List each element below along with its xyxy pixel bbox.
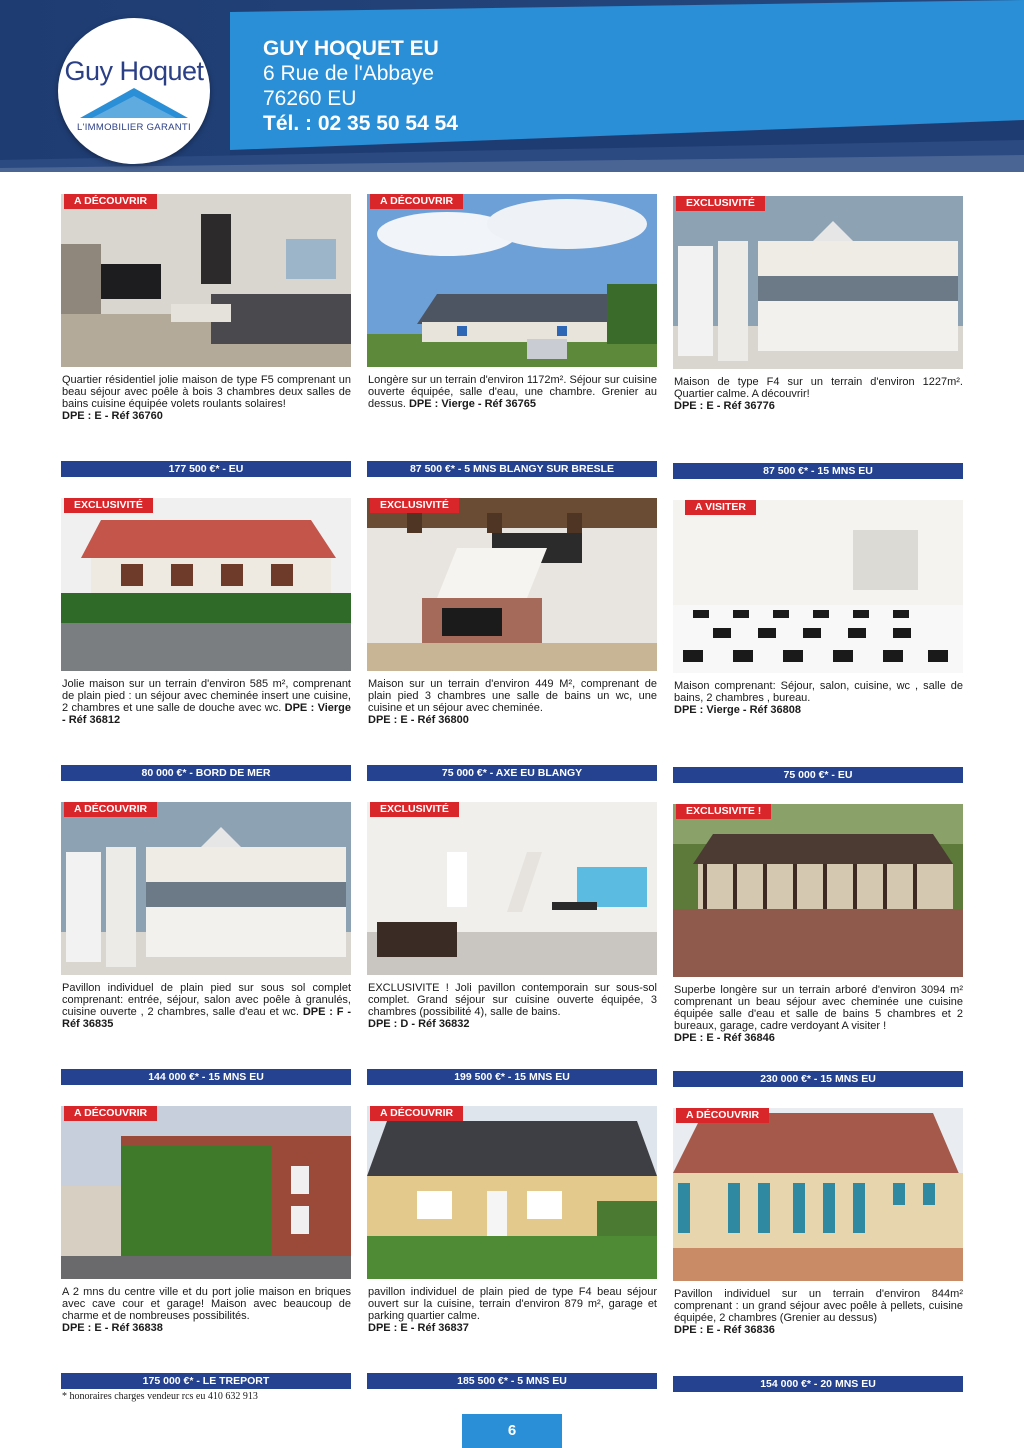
listing-ref: DPE : E - Réf 36800 — [368, 714, 469, 726]
listing-ref: DPE : E - Réf 36838 — [62, 1322, 163, 1334]
house-photo[interactable] — [61, 498, 351, 671]
listing-ref: DPE : Vierge - Réf 36812 — [62, 702, 351, 726]
listing-description-text: Longère sur un terrain d'environ 1172m². Séjour sur cuisine ouverte équipée, salle d'eau, une chambre. Grenier au dessus. — [368, 374, 657, 410]
listing-description — [62, 982, 351, 1030]
listing-badge: A DÉCOUVRIR — [64, 1106, 157, 1121]
listing-badge: EXCLUSIVITÉ — [370, 802, 459, 817]
listing-ref: DPE : E - Réf 36760 — [62, 410, 163, 422]
listing-price: 199 500 €* - 15 MNS EU — [367, 1069, 657, 1085]
listing-price: 177 500 €* - EU — [61, 461, 351, 477]
listing-price: 175 000 €* - LE TREPORT — [61, 1373, 351, 1389]
listing-price: 80 000 €* - BORD DE MER — [61, 765, 351, 781]
listing-description — [368, 982, 657, 1030]
listing-description — [368, 1286, 657, 1334]
listing-ref: DPE : E - Réf 36836 — [674, 1324, 775, 1336]
listing-description-text: A 2 mns du centre ville et du port jolie maison en briques avec cave cour et garage! Maison avec beaucoup de charme et de nombreuses possibilités. — [62, 1286, 351, 1322]
listing-description — [62, 374, 351, 422]
listing-description-text: Maison de type F4 sur un terrain d'environ 1227m². Quartier calme. A découvrir! — [674, 376, 963, 400]
pavillon-photo[interactable] — [367, 1106, 657, 1279]
longere-photo[interactable] — [367, 194, 657, 367]
listing-badge: EXCLUSIVITE ! — [676, 804, 771, 819]
listing-description — [368, 374, 657, 410]
agency-name: GUY HOQUET EU — [263, 37, 439, 60]
listing-price: 75 000 €* - AXE EU BLANGY — [367, 765, 657, 781]
listing-badge: EXCLUSIVITÉ — [370, 498, 459, 513]
listing-ref: DPE : E - Réf 36837 — [368, 1322, 469, 1334]
listing-price: 230 000 €* - 15 MNS EU — [673, 1071, 963, 1087]
open-living-photo[interactable] — [367, 802, 657, 975]
listing-badge: A VISITER — [685, 500, 756, 515]
listing-description-text: Pavillon individuel sur un terrain d'environ 844m² comprenant : un grand séjour avec poêle à pellets, cuisine équipée, 2 chambres (Grenier au dessus) — [674, 1288, 963, 1324]
listing-badge: EXCLUSIVITÉ — [676, 196, 765, 211]
listing-description — [674, 1288, 963, 1336]
tiled-room-photo[interactable] — [673, 500, 963, 673]
listing-description — [62, 678, 351, 726]
agency-logo[interactable] — [58, 18, 210, 164]
listing-description — [368, 678, 657, 726]
listing-description-text: Quartier résidentiel jolie maison de type F5 comprenant un beau séjour avec poêle à bois 3 chambres deux salles de bains cuisine équipée volets roulants solaires! — [62, 374, 351, 410]
listing-price: 144 000 €* - 15 MNS EU — [61, 1069, 351, 1085]
listing-description-text: Jolie maison sur un terrain d'environ 585 m², comprenant de plain pied : un séjour avec cheminée insert une cuisine, 2 chambres et une salle de douche avec wc. — [62, 678, 351, 714]
listing-description-text: Maison comprenant: Séjour, salon, cuisine, wc , salle de bains, 2 chambres , bureau. — [674, 680, 963, 704]
listing-price: 154 000 €* - 20 MNS EU — [673, 1376, 963, 1392]
listing-ref: DPE : F - Réf 36835 — [62, 1006, 351, 1030]
listing-badge: A DÉCOUVRIR — [64, 802, 157, 817]
kitchen-photo[interactable] — [61, 802, 351, 975]
listing-ref: DPE : Vierge - Réf 36808 — [674, 704, 801, 716]
listing-ref: DPE : D - Réf 36832 — [368, 1018, 470, 1030]
listing-price: 75 000 €* - EU — [673, 767, 963, 783]
page-number: 6 — [462, 1414, 562, 1448]
listing-description-text: Superbe longère sur un terrain arboré d'environ 3094 m² comprenant un beau séjour avec cheminée une cuisine équipée salle d'eau et salle de bains 5 chambres et 2 bureaux, garage, cadre verdoyant A visiter ! — [674, 984, 963, 1032]
living-room-photo[interactable] — [61, 194, 351, 367]
fireplace-photo[interactable] — [367, 498, 657, 671]
roof-icon — [80, 86, 188, 120]
listing-description — [674, 984, 963, 1044]
brick-house-photo[interactable] — [61, 1106, 351, 1279]
fee-footnote: * honoraires charges vendeur rcs eu 410 632 913 — [62, 1391, 258, 1402]
listing-description — [62, 1286, 351, 1334]
listing-description-text: Pavillon individuel de plain pied sur sous sol complet comprenant: entrée, séjour, salon avec poêle à granulés, cuisine ouverte , 2 chambres, salle d'eau et wc. — [62, 982, 351, 1018]
listing-badge: A DÉCOUVRIR — [370, 1106, 463, 1121]
agency-street: 6 Rue de l'Abbaye — [263, 62, 434, 85]
listing-ref: DPE : E - Réf 36776 — [674, 400, 775, 412]
listing-badge: EXCLUSIVITÉ — [64, 498, 153, 513]
listing-description-text: Maison sur un terrain d'environ 449 M², comprenant de plain pied 3 chambres une salle de bains un wc, une cuisine et un séjour avec cheminée. — [368, 678, 657, 714]
agency-phone[interactable]: Tél. : 02 35 50 54 54 — [263, 112, 458, 135]
blue-shutters-photo[interactable] — [673, 1108, 963, 1281]
kitchen-photo[interactable] — [673, 196, 963, 369]
agency-contact — [263, 36, 458, 136]
listing-description — [674, 376, 963, 412]
logo-tagline: L'IMMOBILIER GARANTI — [77, 122, 191, 133]
listing-price: 87 500 €* - 15 MNS EU — [673, 463, 963, 479]
listing-description-text: pavillon individuel de plain pied de type F4 beau séjour ouvert sur la cuisine, terrain d'environ 879 m², garage et parking quartier calme. — [368, 1286, 657, 1322]
timber-longere-photo[interactable] — [673, 804, 963, 977]
listing-ref: DPE : E - Réf 36846 — [674, 1032, 775, 1044]
listing-badge: A DÉCOUVRIR — [676, 1108, 769, 1123]
listing-ref: DPE : Vierge - Réf 36765 — [408, 398, 536, 410]
agency-city: 76260 EU — [263, 87, 357, 110]
listing-price: 185 500 €* - 5 MNS EU — [367, 1373, 657, 1389]
page-header — [0, 0, 1024, 172]
listing-badge: A DÉCOUVRIR — [370, 194, 463, 209]
listing-badge: A DÉCOUVRIR — [64, 194, 157, 209]
listing-description — [674, 680, 963, 716]
logo-name: Guy Hoquet — [64, 56, 204, 86]
listing-price: 87 500 €* - 5 MNS BLANGY SUR BRESLE — [367, 461, 657, 477]
listing-description-text: EXCLUSIVITE ! Joli pavillon contemporain sur sous-sol complet. Grand séjour sur cuisine ouverte équipée, 3 chambres (possibilité 4), salle de bains. — [368, 982, 657, 1018]
